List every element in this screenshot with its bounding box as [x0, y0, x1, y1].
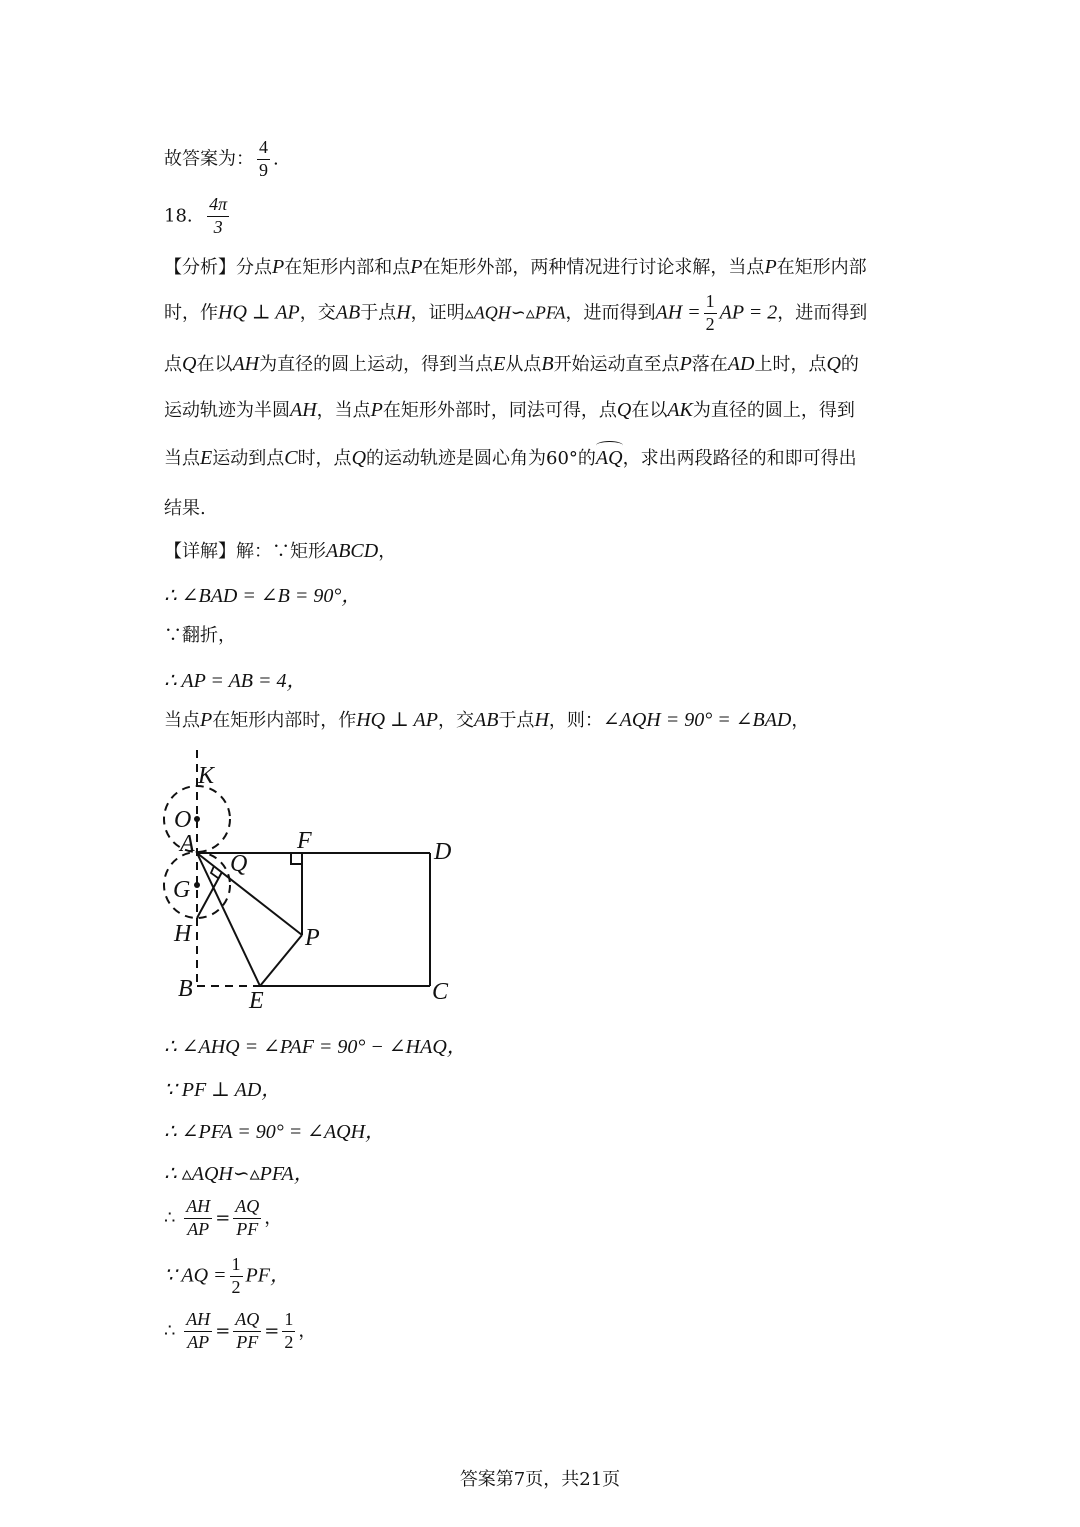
analysis-line-6: 结果. [164, 498, 206, 519]
question-18-answer [164, 195, 232, 238]
detail-line-5: 当点P在矩形内部时，作HQ ⊥ AP，交AB于点H，则：∠AQH = 90° = ∠BAD， [164, 709, 810, 731]
after-line-5: ∴ $\frac{AH}{AP}$ = $\frac{AQ}{PF}$ ， [164, 1196, 283, 1239]
analysis-line-3: 点Q在以AH为直径的圆上运动，得到当点E从点B开始运动直至点P落在AD上时，点Q的 [164, 353, 859, 375]
after-line-6: ∵ AQ = $\frac{1}{2}$ PF， [164, 1254, 290, 1297]
label-p: P [305, 925, 320, 951]
label-c: C [432, 979, 449, 1005]
segment-ae [197, 853, 260, 986]
label-k: K [198, 763, 215, 789]
analysis-line-1: 【分析】分点P在矩形内部和点P在矩形外部，两种情况进行讨论求解，当点P在矩形内部 [164, 256, 867, 278]
after-line-3: ∴ ∠PFA = 90° = ∠AQH， [164, 1121, 386, 1143]
point-o [194, 816, 200, 822]
after-line-2: ∵ PF ⊥ AD， [164, 1079, 282, 1101]
half-fraction: $\frac{1}{2}$ [705, 291, 715, 334]
question-number: 18. [164, 205, 193, 227]
analysis-line-4: 运动轨迹为半圆AH，当点P在矩形外部时，同法可得，点Q在以AK为直径的圆上，得到 [164, 399, 855, 421]
label-o: O [174, 807, 192, 833]
analysis-line-5: 当点E运动到点C时，点Q的运动轨迹是圆心角为60°的AQ，求出两段路径的和即可得出 [164, 447, 857, 469]
segment-ep [260, 935, 302, 986]
page-footer: 答案第7页，共21页 [459, 1469, 621, 1490]
answer-line: 故答案为： $\frac{4}{9}$ . [164, 137, 279, 180]
segment-ap [197, 853, 302, 935]
after-line-7: ∴ $\frac{AH}{AP}$ = $\frac{AQ}{PF}$ = $\frac{1}{2}$ ， [164, 1309, 317, 1352]
after-line-1: ∴ ∠AHQ = ∠PAF = 90° − ∠HAQ， [164, 1036, 467, 1058]
after-line-4: ∴ ▵AQH∽▵PFA， [164, 1163, 314, 1185]
detail-line-4: ∴ AP = AB = 4， [164, 670, 307, 692]
label-a: A [180, 831, 195, 857]
label-g: G [173, 877, 191, 903]
label-e: E [249, 988, 264, 1014]
label-q: Q [230, 851, 248, 877]
answer-prefix: 故答案为： [164, 148, 254, 170]
answer-fraction: $\frac{4}{9}$ [259, 137, 268, 180]
analysis-line-2: 时，作HQ ⊥ AP，交AB于点H，证明▵AQH∽▵PFA，进而得到AH = $\frac{1}{2}$ AP = 2，进而得到 [164, 291, 868, 334]
right-angle-f [291, 853, 302, 864]
label-f: F [297, 828, 312, 854]
detail-line-2: ∴ ∠BAD = ∠B = 90°， [164, 585, 362, 607]
point-g [194, 882, 200, 888]
arc-aq: AQ [595, 447, 623, 469]
detail-line-3: ∵翻折， [164, 625, 236, 646]
label-b: B [178, 976, 193, 1002]
label-h: H [174, 921, 192, 947]
label-d: D [434, 839, 452, 865]
detail-line-1: 【详解】解：∵矩形ABCD， [164, 540, 397, 562]
question-answer-fraction: $\frac{4\pi}{3}$ [209, 194, 228, 237]
geometry-figure [150, 745, 470, 1025]
